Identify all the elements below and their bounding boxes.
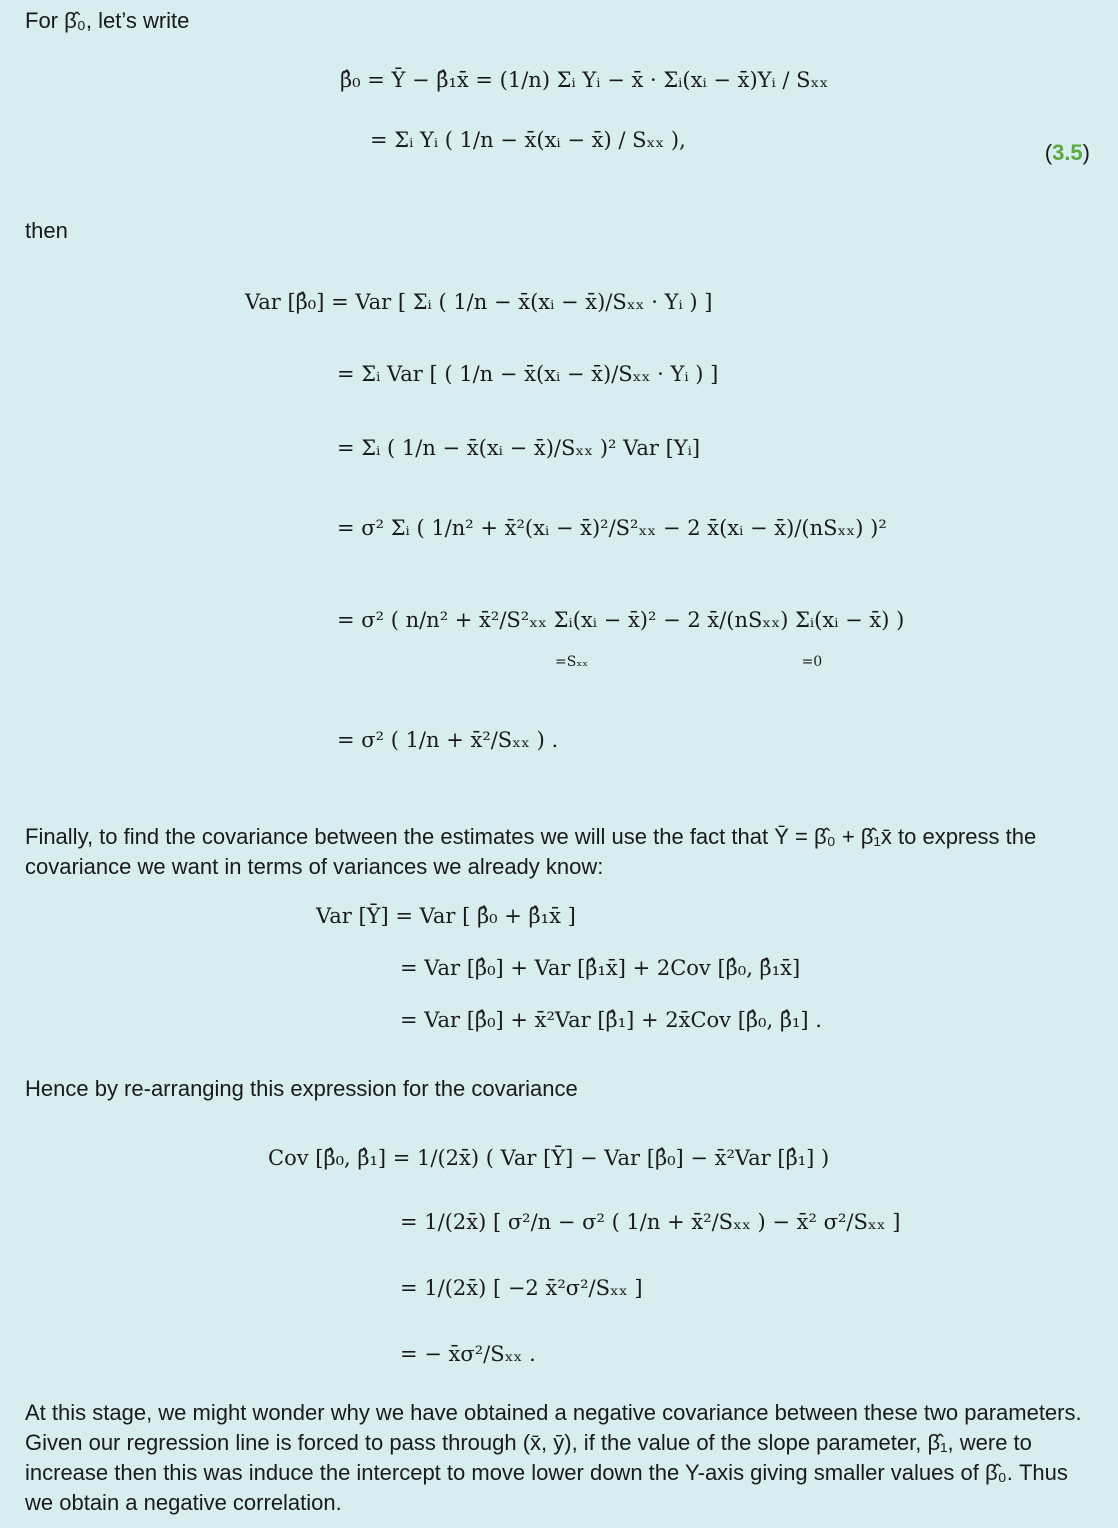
var-ybar-line-2: = Var [β̂₀] + Var [β̂₁x̄] + 2Cov [β̂₀, β̂₁x̄] (400, 956, 801, 980)
var-ybar-line-1: Var [Ȳ] = Var [ β̂₀ + β̂₁x̄ ] (316, 904, 576, 928)
brace-label-sxx: =Sₓₓ (555, 654, 589, 670)
then-text: then (25, 218, 68, 243)
finally-text: Finally, to find the covariance between the estimates we will use the fact that Ȳ = β̂₀ + β̂₁x̄ to express the covariance we want in terms of variances we already know: (25, 824, 1037, 879)
equation-3-5-line-2: = Σᵢ Yᵢ ( 1/n − x̄(xᵢ − x̄) / Sₓₓ ), (370, 128, 686, 152)
equation-number: (3.5) (1044, 140, 1090, 165)
var-ybar-line-3: = Var [β̂₀] + x̄²Var [β̂₁] + 2x̄Cov [β̂₀, β̂₁] . (400, 1008, 822, 1032)
var-beta0-line-6: = σ² ( 1/n + x̄²/Sₓₓ ) . (337, 728, 559, 752)
var-beta0-line-5: = σ² ( n/n² + x̄²/S²ₓₓ Σᵢ(xᵢ − x̄)² − 2 x̄/(nSₓₓ) Σᵢ(xᵢ − x̄) ) (337, 608, 905, 632)
cov-line-3: = 1/(2x̄) [ −2 x̄²σ²/Sₓₓ ] (400, 1276, 643, 1300)
cov-line-1: Cov [β̂₀, β̂₁] = 1/(2x̄) ( Var [Ȳ] − Var [β̂₀] − x̄²Var [β̂₁] ) (268, 1146, 830, 1170)
var-beta0-line-2: = Σᵢ Var [ ( 1/n − x̄(xᵢ − x̄)/Sₓₓ · Yᵢ ) ] (337, 362, 719, 386)
intro-text: For β̂₀, let’s write (25, 8, 190, 33)
var-beta0-braces (245, 644, 904, 704)
variance-ybar-derivation (316, 890, 822, 1046)
brace-label-zero: =0 (801, 654, 823, 670)
equation-3-5 (340, 50, 828, 170)
equation-3-5-line-1: β̂₀ = Ȳ − β̂₁x̄ = (1/n) Σᵢ Yᵢ − x̄ · Σᵢ(xᵢ − x̄)Yᵢ / Sₓₓ (340, 68, 829, 92)
var-beta0-line-1: Var [β̂₀] = Var [ Σᵢ ( 1/n − x̄(xᵢ − x̄)/Sₓₓ · Yᵢ ) ] (245, 290, 713, 314)
equation-number-value: 3.5 (1052, 140, 1083, 165)
covariance-derivation (268, 1126, 901, 1386)
cov-line-2: = 1/(2x̄) [ σ²/n − σ² ( 1/n + x̄²/Sₓₓ ) − x̄² σ²/Sₓₓ ] (400, 1210, 901, 1234)
closing-text: At this stage, we might wonder why we have obtained a negative covariance between these two parameters. Given our regression line is forced to pass through (x̄, ȳ), if the value of the slope parameter, β̂₁, were to increase then this was induce the intercept to move lower down the Y-axis giving smaller values of β̂₀. Thus we obtain a negative correlation. (25, 1400, 1082, 1515)
variance-beta0-derivation (245, 266, 904, 776)
var-beta0-line-4: = σ² Σᵢ ( 1/n² + x̄²(xᵢ − x̄)²/S²ₓₓ − 2 x̄(xᵢ − x̄)/(nSₓₓ) )² (337, 516, 887, 540)
cov-line-4: = − x̄σ²/Sₓₓ . (400, 1342, 536, 1366)
var-beta0-line-3: = Σᵢ ( 1/n − x̄(xᵢ − x̄)/Sₓₓ )² Var [Yᵢ] (337, 436, 701, 460)
hence-text: Hence by re-arranging this expression for the covariance (25, 1076, 578, 1101)
